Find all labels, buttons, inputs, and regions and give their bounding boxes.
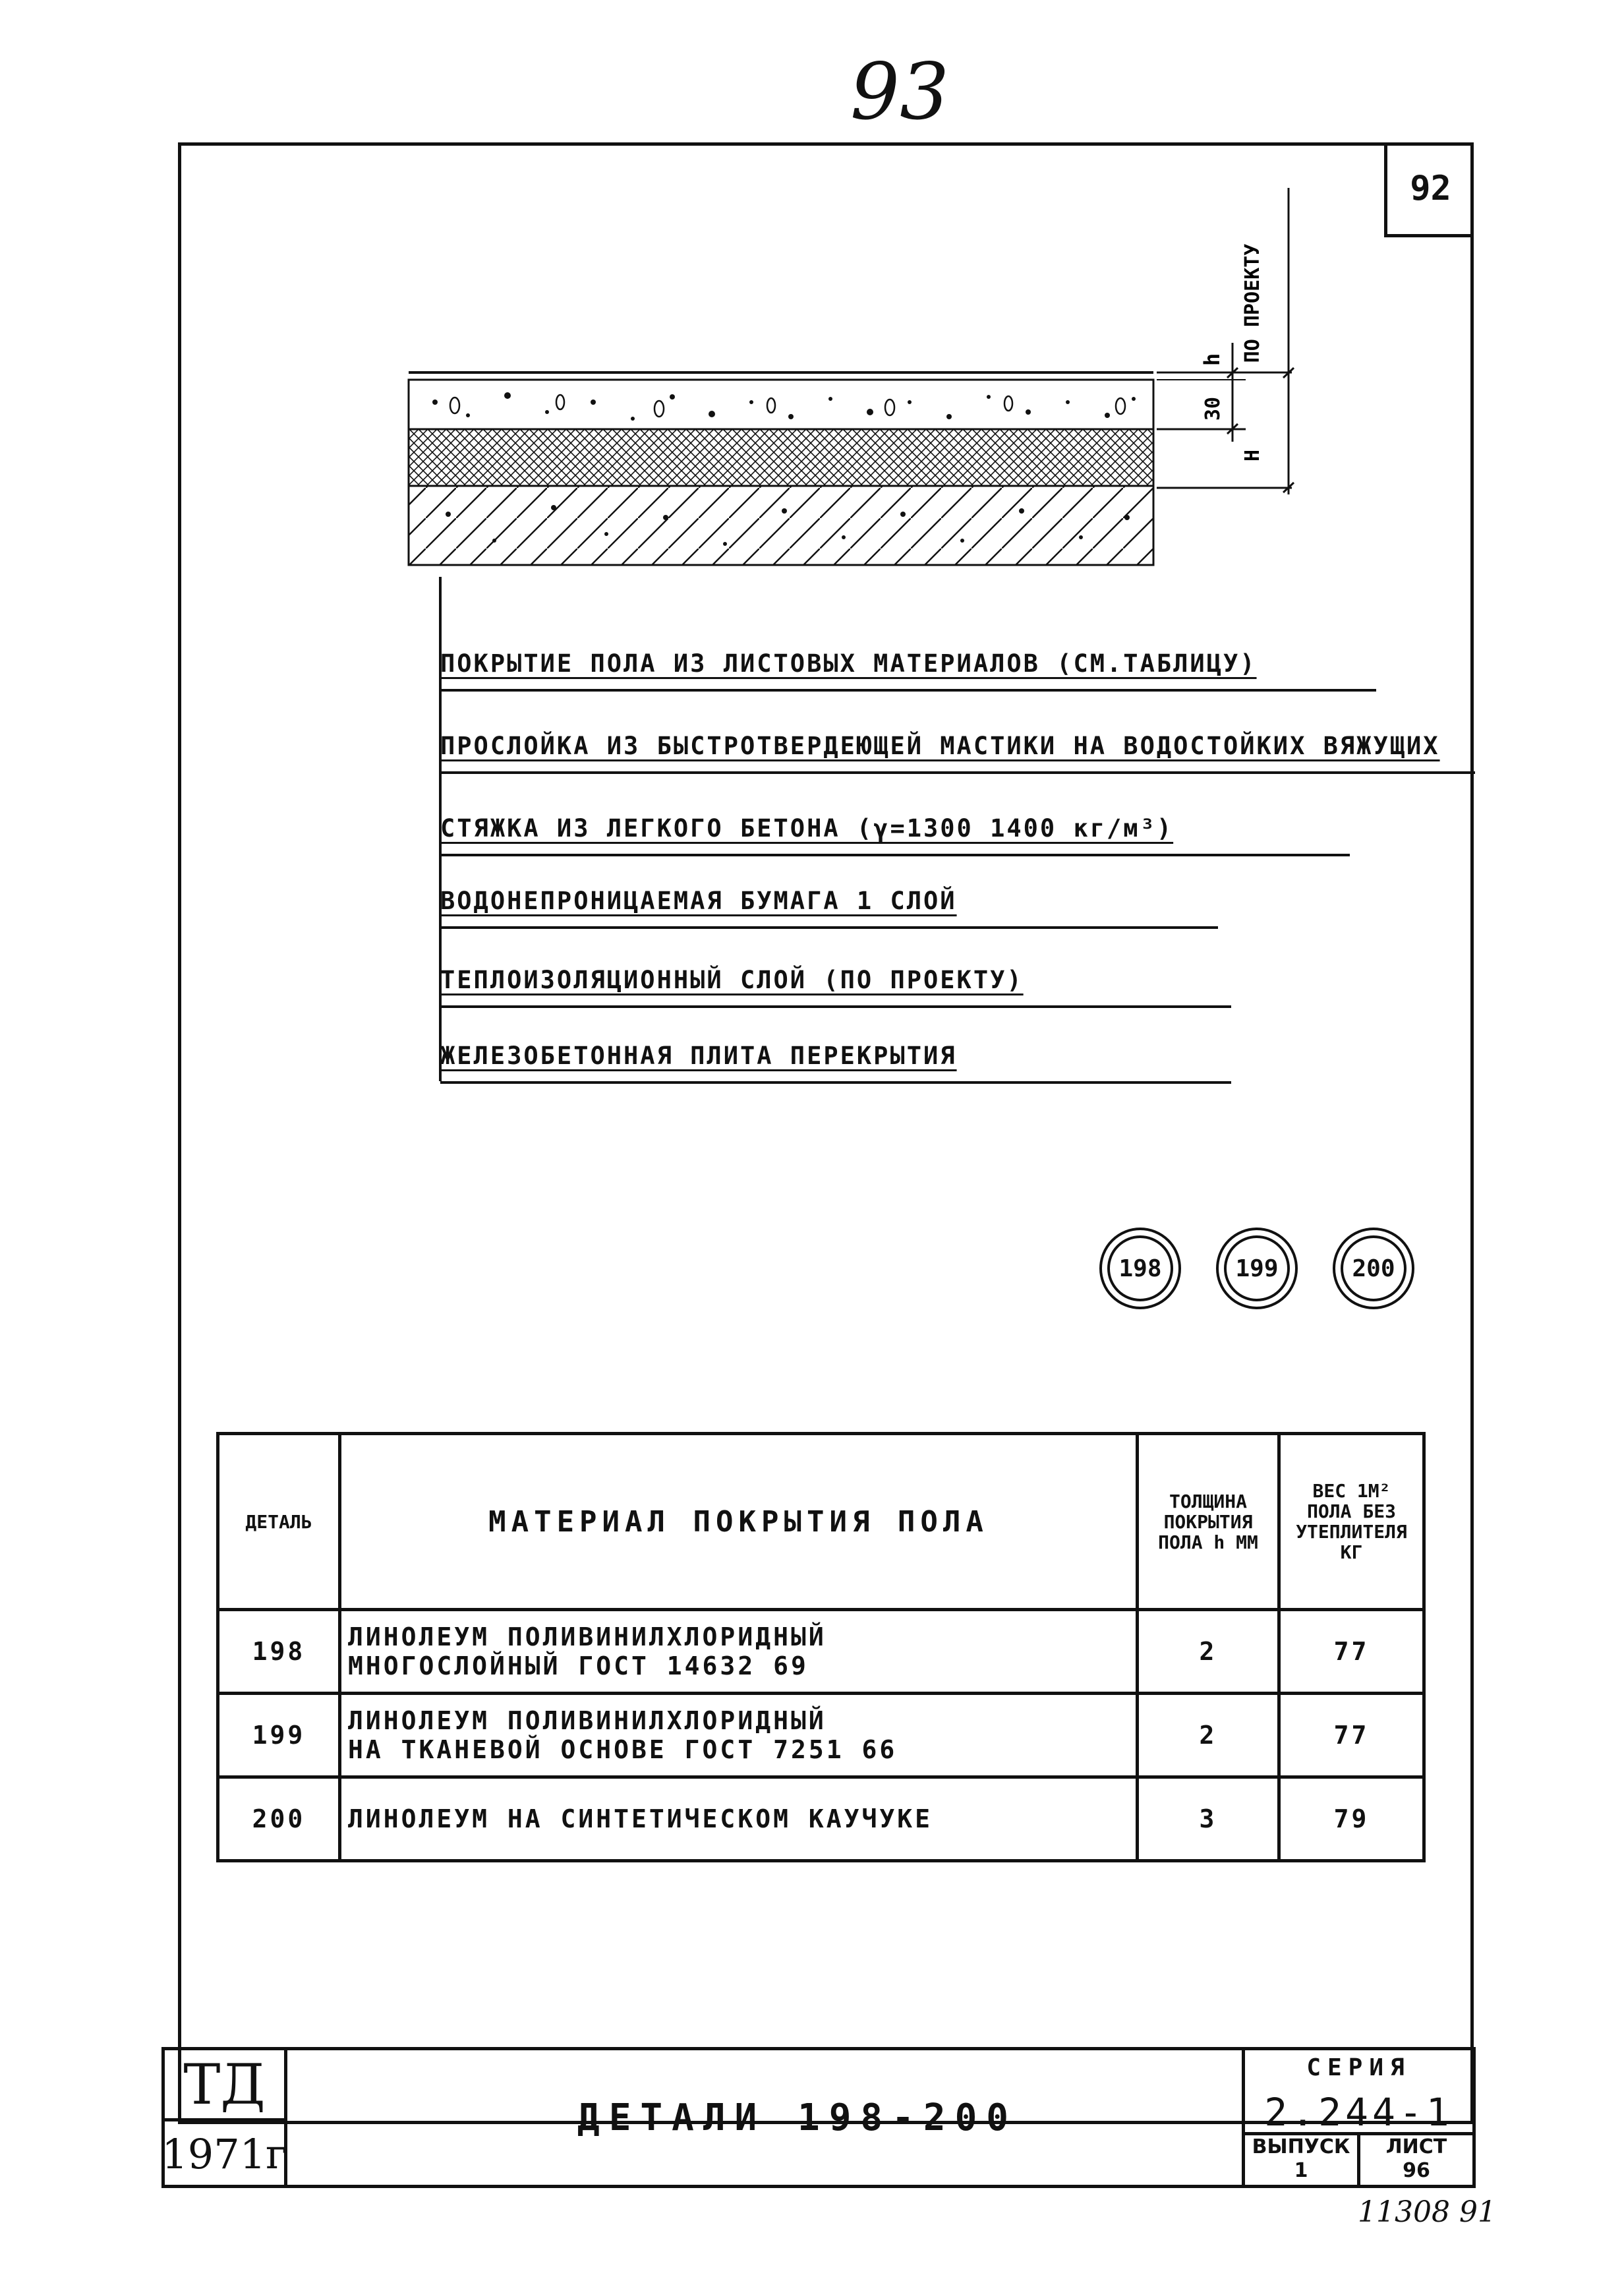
header-detail: ДЕТАЛЬ bbox=[218, 1434, 340, 1610]
dim-h: h bbox=[1200, 353, 1225, 366]
org-code: ТД bbox=[165, 2050, 287, 2121]
header-material: МАТЕРИАЛ ПОКРЫТИЯ ПОЛА bbox=[340, 1434, 1138, 1610]
cell-material: ЛИНОЛЕУМ ПОЛИВИНИЛХЛОРИДНЫЙ МНОГОСЛОЙНЫЙ ГОСТ 14632 69 bbox=[340, 1610, 1138, 1694]
concrete-slab bbox=[409, 486, 1153, 565]
archive-stamp: 11308 91 bbox=[1358, 2195, 1496, 2229]
materials-table bbox=[216, 1432, 1426, 1862]
header-thickness: ТОЛЩИНА ПОКРЫТИЯ ПОЛА h ММ bbox=[1138, 1434, 1279, 1610]
dim-by-project: ПО ПРОЕКТУ bbox=[1241, 243, 1264, 363]
title-block bbox=[161, 2047, 1476, 2188]
cell-weight: 77 bbox=[1279, 1610, 1424, 1694]
layer-label-cover: ПОКРЫТИЕ ПОЛА ИЗ ЛИСТОВЫХ МАТЕРИАЛОВ (СМ.ТАБЛИЦУ) bbox=[440, 643, 1376, 692]
insulation-layer bbox=[409, 429, 1153, 486]
series-value: 2.244-1 bbox=[1264, 2090, 1453, 2135]
dim-30: 30 bbox=[1202, 396, 1225, 421]
table-header-row bbox=[218, 1434, 1424, 1610]
dim-H: H bbox=[1241, 449, 1264, 461]
issue-box bbox=[1245, 2132, 1360, 2185]
sheet-value: 96 bbox=[1403, 2159, 1430, 2182]
issue-label: ВЫПУСК bbox=[1252, 2135, 1350, 2158]
layer-label-insulation: ТЕПЛОИЗОЛЯЦИОННЫЙ СЛОЙ (ПО ПРОЕКТУ) bbox=[440, 959, 1231, 1008]
sheet-box bbox=[1360, 2132, 1472, 2185]
cell-detail: 200 bbox=[218, 1777, 340, 1861]
cell-thickness: 2 bbox=[1138, 1694, 1279, 1777]
cell-thickness: 2 bbox=[1138, 1610, 1279, 1694]
layer-label-interlayer: ПРОСЛОЙКА ИЗ БЫСТРОТВЕРДЕЮЩЕЙ МАСТИКИ НА ВОДОСТОЙКИХ ВЯЖУЩИХ bbox=[440, 725, 1475, 774]
cell-material: ЛИНОЛЕУМ НА СИНТЕТИЧЕСКОМ КАУЧУКЕ bbox=[340, 1777, 1138, 1861]
drawing-title: ДЕТАЛИ 198-200 bbox=[577, 2096, 1018, 2139]
header-weight: ВЕС 1М² ПОЛА БЕЗ УТЕПЛИТЕЛЯ КГ bbox=[1279, 1434, 1424, 1610]
detail-marker-199: 199 bbox=[1216, 1228, 1298, 1309]
screed-layer bbox=[409, 380, 1153, 429]
cell-detail: 199 bbox=[218, 1694, 340, 1777]
cell-thickness: 3 bbox=[1138, 1777, 1279, 1861]
layer-label-paper: ВОДОНЕПРОНИЦАЕМАЯ БУМАГА 1 СЛОЙ bbox=[440, 880, 1218, 929]
detail-marker-200: 200 bbox=[1333, 1228, 1414, 1309]
page-number: 93 bbox=[850, 46, 950, 137]
cell-weight: 77 bbox=[1279, 1694, 1424, 1777]
layer-label-slab: ЖЕЛЕЗОБЕТОННАЯ ПЛИТА ПЕРЕКРЫТИЯ bbox=[440, 1035, 1231, 1084]
cell-detail: 198 bbox=[218, 1610, 340, 1694]
sheet-corner-number: 92 bbox=[1384, 142, 1474, 237]
table-row bbox=[218, 1777, 1424, 1861]
series-panel bbox=[1242, 2050, 1472, 2185]
year: 1971г bbox=[165, 2121, 287, 2186]
floor-section-drawing bbox=[395, 185, 1331, 593]
cell-material: ЛИНОЛЕУМ ПОЛИВИНИЛХЛОРИДНЫЙ НА ТКАНЕВОЙ ОСНОВЕ ГОСТ 7251 66 bbox=[340, 1694, 1138, 1777]
sheet-label: ЛИСТ bbox=[1385, 2135, 1447, 2158]
table-row bbox=[218, 1694, 1424, 1777]
issue-value: 1 bbox=[1294, 2159, 1308, 2182]
table-row bbox=[218, 1610, 1424, 1694]
cell-weight: 79 bbox=[1279, 1777, 1424, 1861]
detail-marker-198: 198 bbox=[1099, 1228, 1181, 1309]
layer-label-screed: СТЯЖКА ИЗ ЛЕГКОГО БЕТОНА (γ=1300 1400 кг/м³) bbox=[440, 808, 1350, 856]
series-label: СЕРИЯ bbox=[1306, 2054, 1411, 2081]
